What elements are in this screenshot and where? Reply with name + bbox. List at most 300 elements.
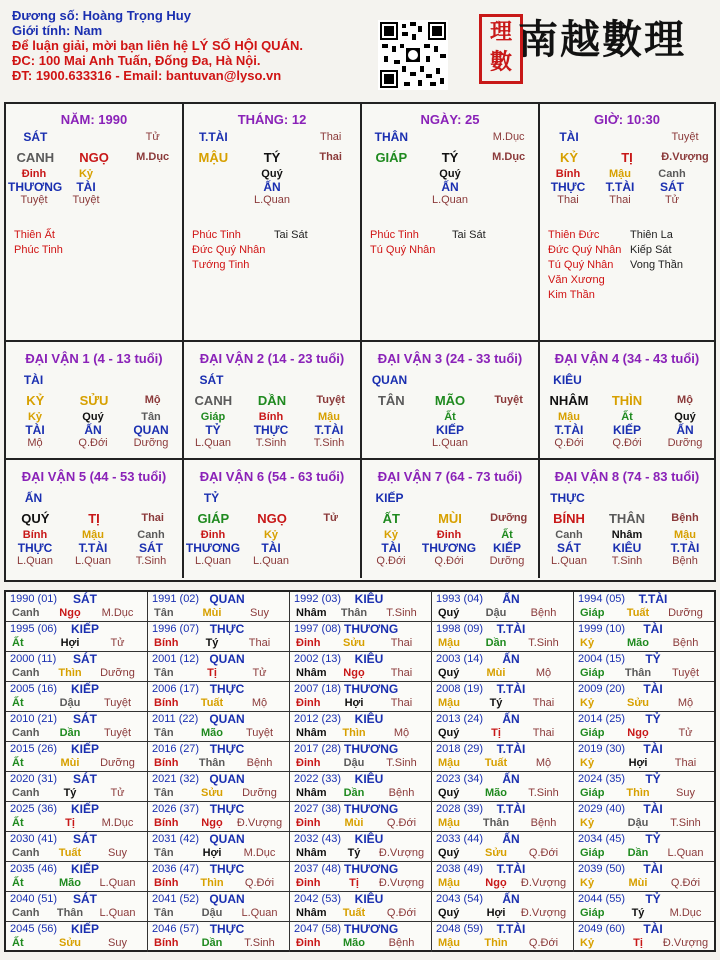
year-stage: Q.Đới [386,817,417,829]
hidden-stage: Tử [664,194,680,206]
year-branch: Mùi [628,877,648,889]
year-cell [6,682,148,712]
year-label: 2032 (43) [294,833,342,845]
dv-hidden-god: ẤN [84,423,102,437]
star-item: Đức Quý Nhân [548,244,622,256]
hidden-stem: Bính [555,168,581,180]
year-stage: T.Sinh [528,637,559,649]
dv-hidden-stem: Mậu [82,529,104,541]
dai-van-cell [362,460,540,578]
year-cell [290,622,432,652]
hidden-stems [362,168,538,206]
dv-hidden-col [656,529,714,567]
year-branch: Dậu [343,757,365,769]
year-label: 2036 (47) [152,863,200,875]
dv-hidden [184,529,360,567]
dv-hidden-god: THỰC [253,423,289,437]
year-branch: Ngọ [343,667,365,679]
year-stage: Q.Đới [386,907,417,919]
year-label: 1993 (04) [436,593,484,605]
year-stage: Q.Đới [528,847,559,859]
year-stage: Mộ [677,697,694,709]
year-stem: Ất [12,697,24,709]
dv-stem: NHÂM [549,392,589,408]
dv-stem: QUÝ [21,510,50,526]
year-stem: Nhâm [296,787,327,799]
pillar-branch: TÝ [441,149,459,165]
year-branch: Mùi [60,757,80,769]
dv-hidden-col [242,529,300,567]
year-stage: L.Quan [667,847,704,859]
dv-hidden-col [362,529,420,567]
year-stem: Quý [438,727,460,739]
year-cell [574,862,714,892]
dv-hidden-stage: L.Quan [431,437,469,449]
year-stem: Tân [154,907,174,919]
year-star: QUAN [209,652,245,666]
year-stage: Thai [390,667,413,679]
stars-right [630,228,683,273]
dai-van-title: ĐẠI VẬN 6 (54 - 63 tuổi) [199,469,345,484]
pillar-star-row [540,128,714,146]
year-star: ẤN [502,832,520,846]
dv-stem-row [362,389,538,411]
dv-hidden [362,529,538,567]
year-label: 2039 (50) [578,863,626,875]
year-stem: Canh [12,787,40,799]
year-cell [574,682,714,712]
year-branch: Tị [65,817,75,829]
year-cell [574,652,714,682]
star-item: Thiên La [630,229,673,241]
year-stem: Đinh [296,937,321,949]
pillar-title: NGÀY: 25 [420,112,480,127]
year-stem: Nhâm [296,607,327,619]
dv-hidden-god: KIÊU [612,541,642,555]
dv-hidden-god: T.TÀI [314,423,344,437]
year-branch: Tuất [200,697,224,709]
pillar-star-row [184,128,360,146]
year-branch: Tuất [342,907,366,919]
hidden-stem-col [60,168,112,206]
dai-van-title: ĐẠI VẬN 2 (14 - 23 tuổi) [199,351,345,366]
year-stage: L.Quan [99,877,136,889]
year-label: 1996 (07) [152,623,200,635]
year-label: 2020 (31) [10,773,58,785]
dv-branch: DẦN [257,392,287,408]
dv-star: KIÊU [553,373,582,387]
qr-code-icon [378,20,448,90]
star-item: Vong Thần [630,259,684,271]
year-stem: Mậu [438,697,460,709]
year-stem: Canh [12,607,40,619]
year-star: TÀI [643,922,663,936]
year-star: THƯƠNG [344,802,399,816]
year-branch: Dậu [627,817,649,829]
pillar-cell [184,104,362,342]
year-label: 2045 (56) [10,923,58,935]
star-item: Kim Thần [548,289,595,301]
year-cell [290,892,432,922]
dv-hidden-stem: Kỷ [263,529,279,541]
year-star: KIẾP [70,682,99,696]
year-stem: Giáp [580,847,605,859]
dai-van-cell [540,460,714,578]
year-stem: Canh [12,727,40,739]
year-stem: Đinh [296,637,321,649]
dv-stage: Thai [141,512,164,524]
year-label: 2004 (15) [578,653,626,665]
hidden-stage: Thai [609,194,631,206]
year-stage: M.Dục [101,607,134,619]
contact-note: Để luận giải, mời bạn liên hệ LÝ SỐ HỘI QUÁN. [12,38,303,53]
dv-hidden-stage: L.Quan [16,555,54,567]
dv-stem: TÂN [377,392,405,408]
seal-text: 理數 [489,19,512,75]
year-label: 2030 (41) [10,833,58,845]
year-stage: Tuyệt [103,727,132,739]
year-cell [574,802,714,832]
year-cell [432,832,574,862]
year-cell [148,712,290,742]
hidden-stem: Quý [261,168,283,180]
year-label: 2003 (14) [436,653,484,665]
year-stem: Canh [12,847,40,859]
year-cell [148,772,290,802]
year-star: THỰC [209,622,245,636]
year-label: 2038 (49) [436,863,484,875]
dai-van-title: ĐẠI VẬN 8 (74 - 83 tuổi) [554,469,700,484]
dv-hidden-stem: Quý [674,411,696,423]
dv-hidden-stage: Bệnh [672,555,698,567]
year-star: SÁT [73,892,97,906]
year-cell [148,592,290,622]
star-item: Phúc Tinh [370,229,419,241]
year-label: 2026 (37) [152,803,200,815]
year-branch: Thìn [626,787,650,799]
year-stem: Kỷ [580,877,595,889]
year-cell [6,922,148,952]
dv-star-row [6,489,182,507]
year-label: 2048 (59) [436,923,484,935]
year-stem: Bính [154,937,179,949]
star-item: Đức Quý Nhân [192,244,266,256]
year-star: KIÊU [354,892,384,906]
year-stem: Quý [438,667,460,679]
pillar-title: NĂM: 1990 [60,112,128,127]
year-stem: Tân [154,847,174,859]
dv-hidden-god: T.TÀI [554,423,584,437]
year-cell [6,862,148,892]
year-star: KIÊU [354,592,384,606]
hidden-stage: Tuyệt [20,194,48,206]
dv-hidden-stem: Ất [501,529,513,541]
year-star: THƯƠNG [344,622,399,636]
year-cell [290,742,432,772]
year-label: 2021 (32) [152,773,200,785]
dv-hidden-god: TÀI [261,541,281,555]
year-stage: Thai [532,727,555,739]
pillar-star-row [6,128,182,146]
year-stem: Tân [154,667,174,679]
hidden-god: THƯƠNG [8,180,63,194]
pillar-stem-row [362,146,538,168]
dv-hidden-god: ẤN [676,423,694,437]
pillar-stage-top: M.Dục [492,131,525,143]
hidden-stems [6,168,182,206]
year-cell [290,652,432,682]
dai-van-cell [184,460,362,578]
dv-stage: Tuyệt [494,394,523,406]
dv-star: KIẾP [375,491,404,505]
year-cell [432,802,574,832]
dv-hidden-god: THỰC [17,541,53,555]
year-cell [290,922,432,952]
dv-hidden-stem: Kỷ [383,529,399,541]
year-stage: Bệnh [388,787,415,799]
year-branch: Dậu [201,907,223,919]
year-stage: Mộ [393,727,410,739]
year-stage: T.Sinh [670,817,701,829]
year-label: 2040 (51) [10,893,58,905]
hidden-stem: Đinh [21,168,47,180]
logo-text: 南越數理 [518,16,686,63]
year-label: 2014 (25) [578,713,626,725]
year-label: 2015 (26) [10,743,58,755]
year-label: 2023 (34) [436,773,484,785]
year-label: 2033 (44) [436,833,484,845]
year-label: 2043 (54) [436,893,484,905]
year-branch: Dần [59,727,81,739]
dv-stem: BÍNH [553,510,585,526]
pillar-star-row [362,128,538,146]
year-label: 2013 (24) [436,713,484,725]
year-star: TỶ [645,652,661,666]
dv-star-row [184,371,360,389]
red-seal-stamp [479,14,523,84]
dai-van-cell [184,342,362,460]
year-star: THƯƠNG [344,922,399,936]
dv-hidden-col [300,411,358,449]
year-cell [574,772,714,802]
year-stem: Kỷ [580,637,595,649]
year-label: 2035 (46) [10,863,58,875]
dv-branch: TỊ [88,510,100,526]
year-stage: Thai [532,697,555,709]
year-label: 2011 (22) [152,713,199,725]
dv-hidden-god: T.TÀI [78,541,108,555]
dv-hidden-god: TÀI [381,541,401,555]
pillar-stage-top: Tuyệt [671,131,699,143]
year-cell [148,802,290,832]
year-cell [148,742,290,772]
year-label: 2025 (36) [10,803,58,815]
year-star: QUAN [209,832,245,846]
stars-left [370,228,435,258]
year-stem: Nhâm [296,847,327,859]
year-cell [574,922,714,952]
dv-hidden [540,529,714,567]
dv-hidden-god: TÀI [25,423,45,437]
year-cell [148,832,290,862]
pillar-stem-row [6,146,182,168]
year-stem: Mậu [438,937,460,949]
pillar-cell [540,104,714,342]
year-cell [148,862,290,892]
year-label: 2009 (20) [578,683,626,695]
year-label: 2049 (60) [578,923,626,935]
year-branch: Tý [205,637,219,649]
year-stage: Dưỡng [668,607,703,619]
year-label: 1998 (09) [436,623,484,635]
pillar-star: T.TÀI [199,130,228,144]
hidden-stage: Tuyệt [72,194,100,206]
year-branch: Mão [343,937,365,949]
owner-name: Đương số: Hoàng Trọng Huy [12,8,191,23]
year-stem: Nhâm [296,727,327,739]
hidden-god: THỰC [550,180,586,194]
year-label: 2031 (42) [152,833,200,845]
pillar-branch: NGỌ [79,149,109,165]
year-stem: Đinh [296,697,321,709]
dv-stem-row [6,389,182,411]
dv-branch: THÌN [611,392,643,408]
star-item: Thiên Ất [14,229,55,241]
year-cell [574,832,714,862]
year-branch: Dần [343,787,365,799]
dv-hidden-col [478,529,536,567]
year-star: TÀI [643,682,663,696]
dv-hidden-stage: L.Quan [550,555,588,567]
dai-van-title: ĐẠI VẬN 7 (64 - 73 tuổi) [377,469,523,484]
year-label: 2034 (45) [578,833,626,845]
year-stage: M.Dục [669,907,702,919]
year-star: T.TÀI [496,742,526,756]
year-cell [6,892,148,922]
stars-right [274,228,308,243]
year-stage: M.Dục [243,847,276,859]
dv-hidden-stage: L.Quan [194,437,232,449]
year-stage: Tử [252,667,267,679]
year-star: T.TÀI [496,682,526,696]
dv-hidden-stem: Đinh [436,529,462,541]
year-cell [290,712,432,742]
dv-hidden-stage: T.Sinh [255,437,287,449]
year-label: 2019 (30) [578,743,626,755]
star-item: Tai Sát [452,229,486,241]
dv-hidden-stage: T.Sinh [313,437,345,449]
year-star: THỰC [209,682,245,696]
dv-hidden-stage: T.Sinh [135,555,167,567]
dai-van-cell [540,342,714,460]
year-stem: Quý [438,607,460,619]
year-branch: Hợi [628,757,648,769]
pillar-star: SÁT [23,130,48,144]
dv-hidden [6,411,182,449]
star-item: Tú Quý Nhân [370,244,436,256]
pillar-branch: TỊ [621,149,633,165]
year-star: TÀI [643,802,663,816]
year-star: ẤN [502,892,520,906]
pillar-stem: KỶ [559,149,579,165]
hidden-stem-col [246,168,298,206]
year-cell [574,742,714,772]
year-label: 2018 (29) [436,743,484,755]
year-stage: M.Dục [101,817,134,829]
dv-branch: NGỌ [257,510,287,526]
year-stage: Bệnh [672,637,699,649]
year-star: KIẾP [70,802,99,816]
year-stage: Q.Đới [244,877,275,889]
dv-hidden-god: KIẾP [435,423,464,437]
hidden-god: T.TÀI [605,180,635,194]
hidden-stem: Mậu [609,168,631,180]
dv-hidden-stage: L.Quan [194,555,232,567]
dv-hidden-stage: Dưỡng [133,437,169,449]
year-stage: Đ.Vượng [662,937,709,949]
year-stage: Thai [248,637,271,649]
year-star: ẤN [502,712,520,726]
year-stage: Tuyệt [671,667,700,679]
year-stage: Dưỡng [100,667,135,679]
dv-hidden-stem: Ất [444,411,456,423]
hidden-god: ẤN [263,180,281,194]
year-stem: Đinh [296,757,321,769]
dv-star: QUAN [371,373,408,387]
year-stage: Q.Đới [528,937,559,949]
year-branch: Dậu [59,697,81,709]
year-star: ẤN [502,652,520,666]
year-branch: Tý [63,787,77,799]
year-branch: Tị [633,937,643,949]
year-label: 2022 (33) [294,773,342,785]
year-star: KIÊU [354,712,384,726]
year-branch: Thìn [342,727,366,739]
year-stage: Dưỡng [100,757,135,769]
dv-hidden-stage: Mộ [27,437,43,449]
dv-hidden-col [184,529,242,567]
year-stage: Suy [676,787,695,799]
dai-van-title: ĐẠI VẬN 1 (4 - 13 tuổi) [25,351,163,366]
year-label: 2005 (16) [10,683,58,695]
year-star: T.TÀI [496,862,526,876]
year-stage: Bệnh [530,817,557,829]
year-stem: Kỷ [580,757,595,769]
year-cell [432,712,574,742]
year-star: T.TÀI [638,592,668,606]
year-star: TỶ [645,892,661,906]
year-stem: Bính [154,757,179,769]
year-branch: Tý [489,697,503,709]
dv-hidden-god: THƯƠNG [185,541,241,555]
dv-hidden-col [6,529,64,567]
year-cell [290,832,432,862]
year-branch: Thìn [58,667,82,679]
hidden-stem-col [542,168,594,206]
year-stem: Ất [12,817,24,829]
dv-hidden-stem: Giáp [200,411,226,423]
year-stage: Suy [250,607,269,619]
dv-stage: Dưỡng [490,512,528,524]
year-stage: T.Sinh [386,607,417,619]
year-star: SÁT [73,712,97,726]
dv-hidden-stem: Nhâm [611,529,643,541]
year-label: 1999 (10) [578,623,626,635]
pillar-stem-row [540,146,714,168]
dv-hidden-god: SÁT [557,541,581,555]
pillar-stage-mid: Thai [319,151,342,163]
dv-hidden-col [242,411,300,449]
